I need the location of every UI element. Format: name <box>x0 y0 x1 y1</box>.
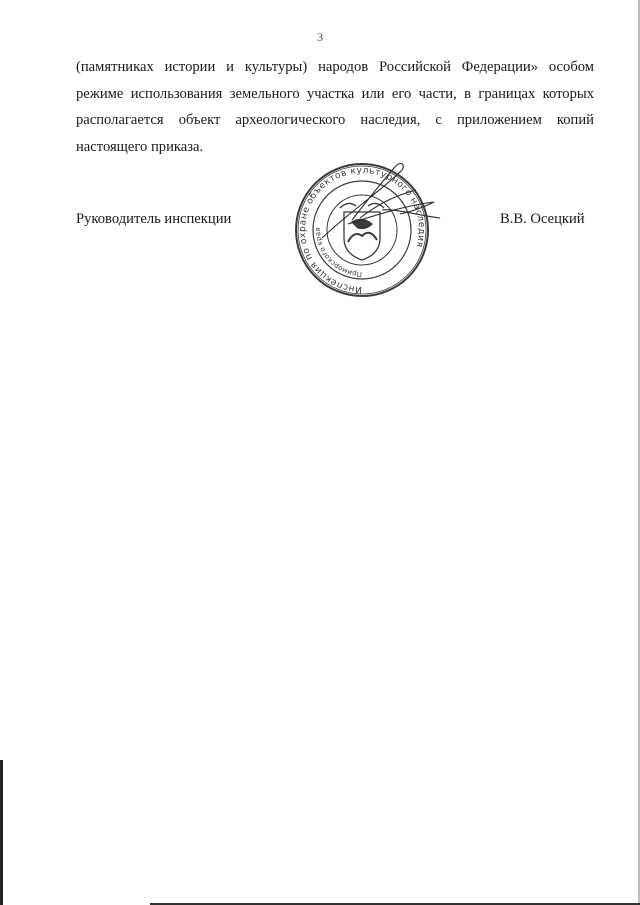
page-number: 3 <box>317 30 323 44</box>
stamp-outer-text: Инспекция по охране объектов культурного наследия <box>297 165 427 295</box>
scan-edge-left <box>0 760 3 905</box>
stamp-svg <box>282 150 442 300</box>
signer-title: Руководитель инспекции <box>76 211 232 227</box>
official-stamp <box>282 150 442 300</box>
signer-name: В.В. Осецкий <box>500 211 585 227</box>
body-line: режиме использования земельного участка или его части, в границах которых <box>76 85 594 102</box>
body-line: располагается объект археологического наследия, с приложением копий <box>76 112 594 128</box>
body-line: настоящего приказа. <box>76 138 204 155</box>
coat-of-arms-icon <box>340 203 384 260</box>
body-paragraph <box>76 54 594 160</box>
body-line: (памятниках истории и культуры) народов Российской Федерации» особом <box>76 59 594 75</box>
stamp-inner-text: Приморского края <box>314 227 363 279</box>
